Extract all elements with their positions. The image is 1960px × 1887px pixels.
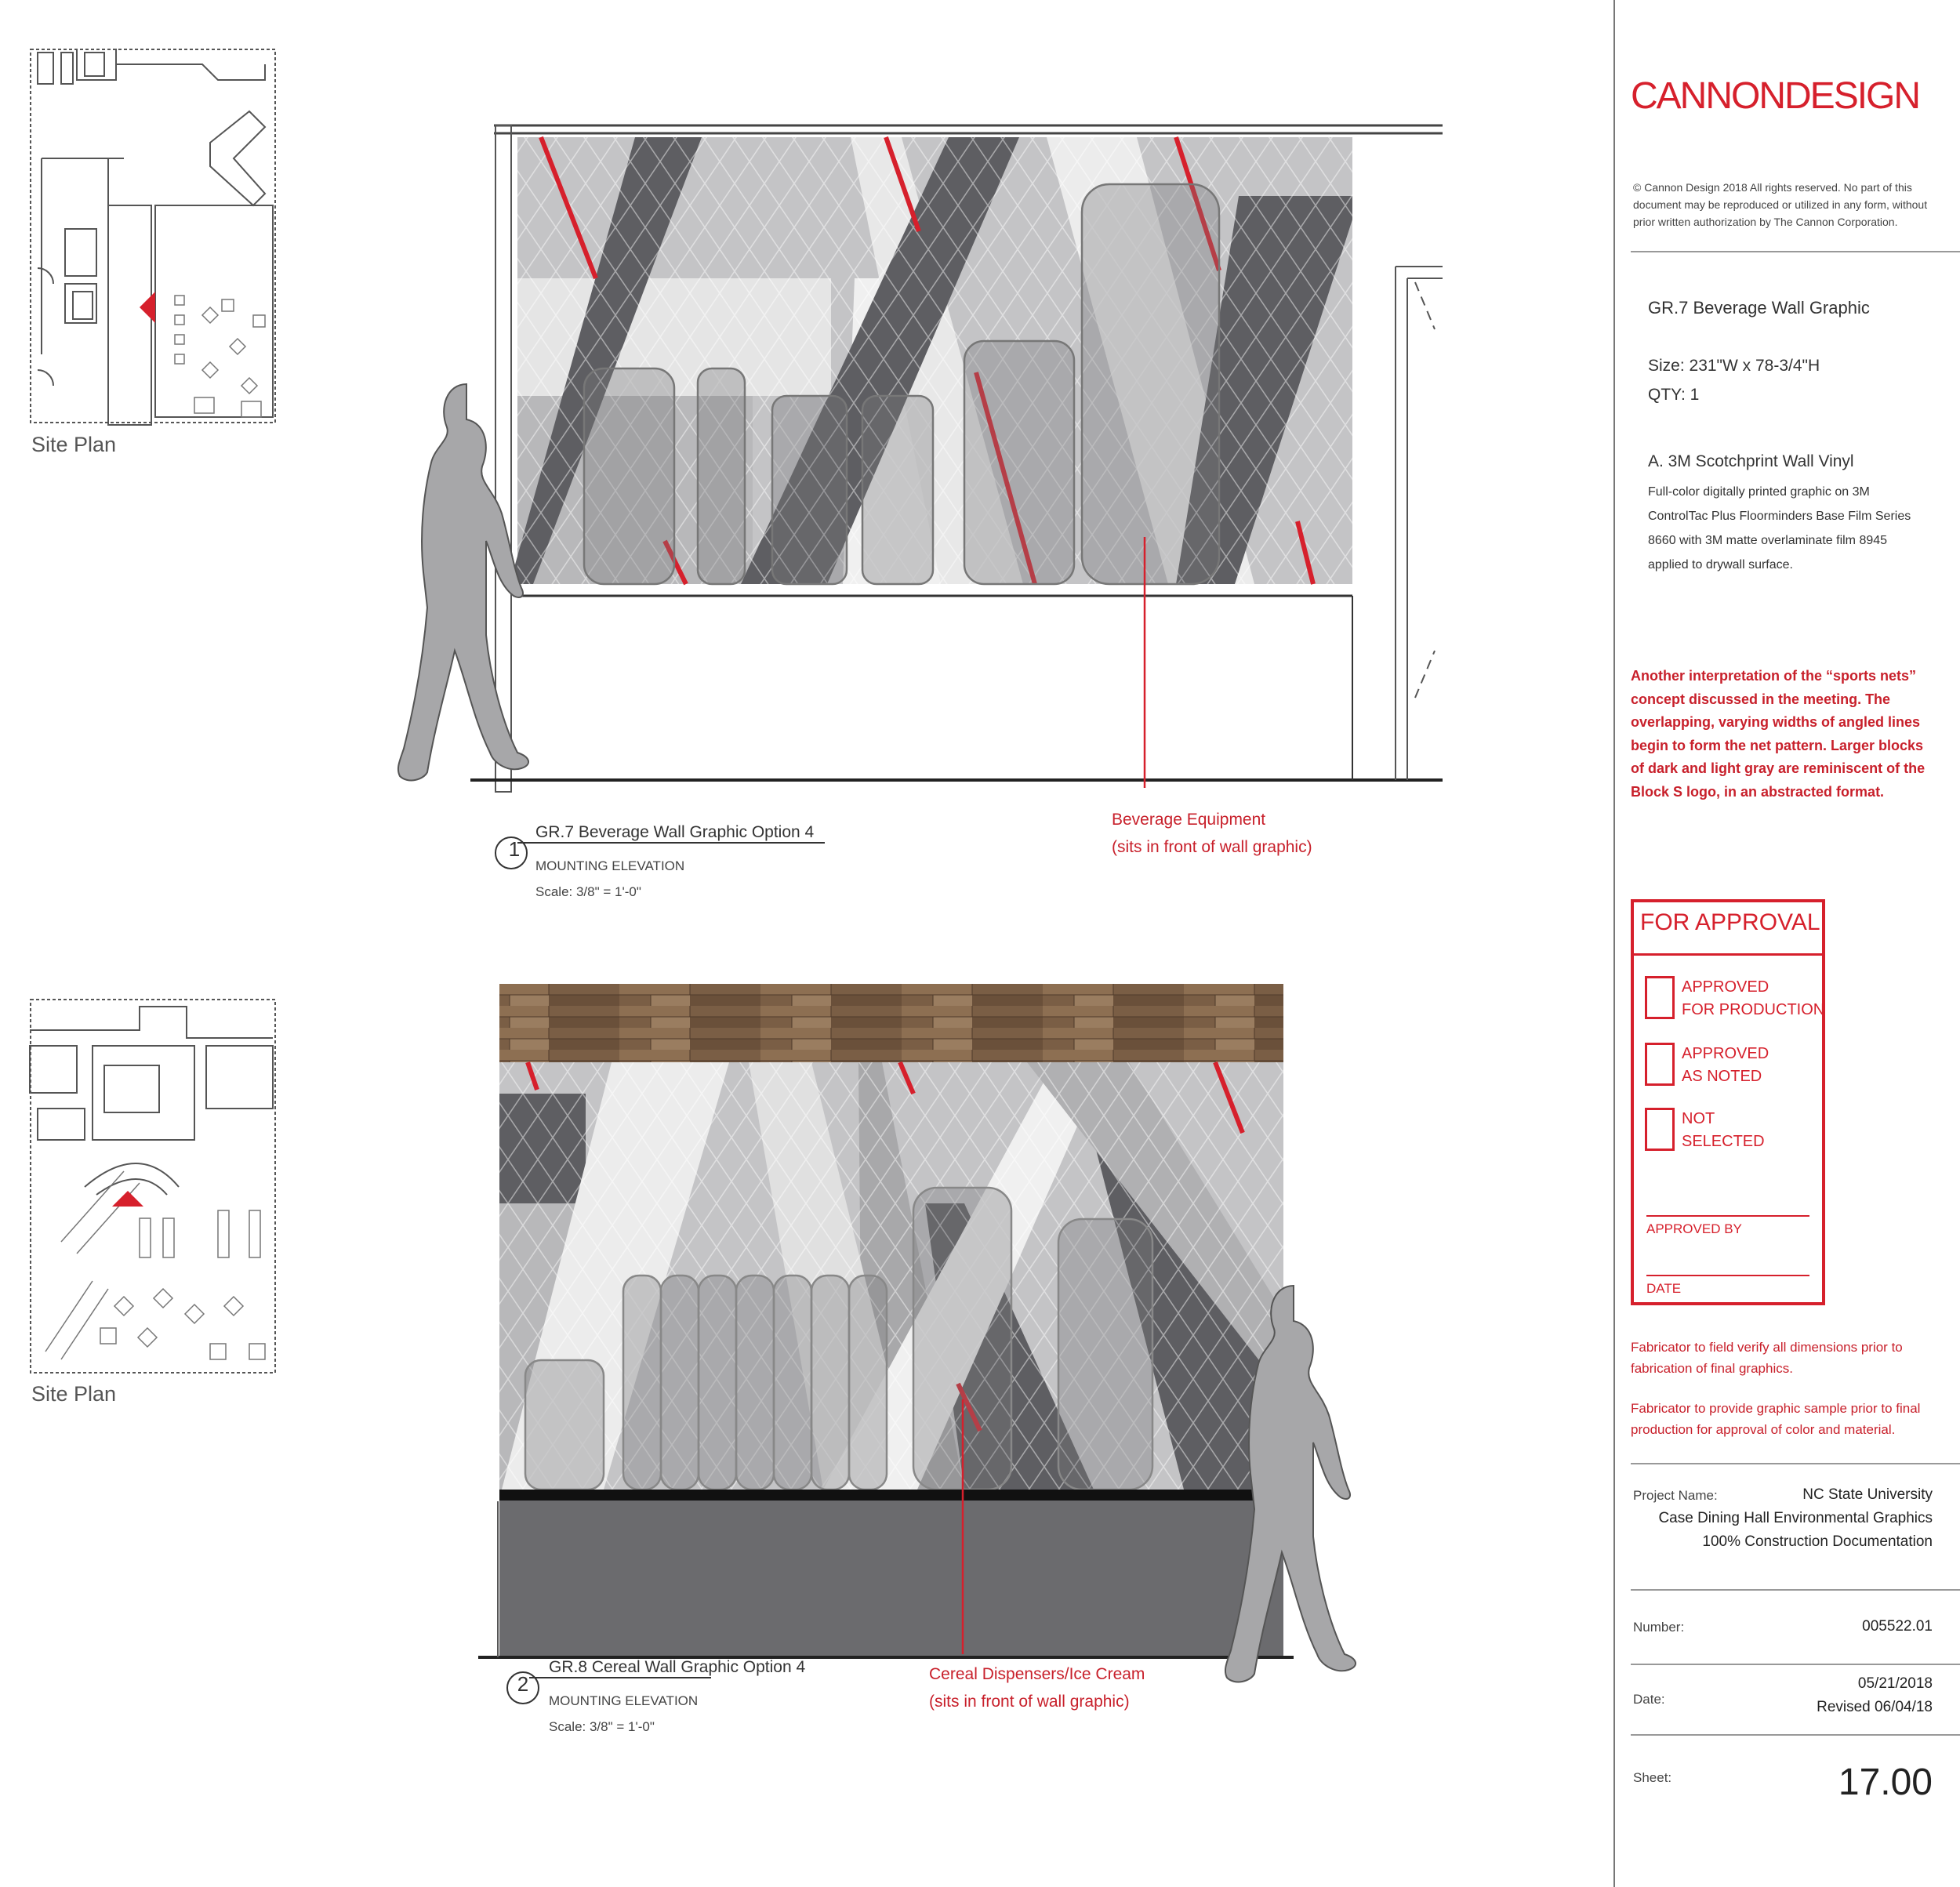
beverage-note-line-1: Beverage Equipment (1112, 811, 1266, 829)
cereal-wall-graphic (499, 1062, 1283, 1490)
project-number: 005522.01 (1862, 1618, 1933, 1635)
cereal-dispensers-note (929, 1660, 1145, 1715)
beverage-equipment-note (1112, 806, 1312, 861)
number-label: Number: (1633, 1620, 1685, 1635)
cereal-note-line-2: (sits in front of wall graphic) (929, 1693, 1130, 1711)
divider (1631, 251, 1960, 252)
elevation-1-drawing (392, 118, 1443, 800)
divider (1631, 1463, 1960, 1464)
callout-number-2: 2 (517, 1672, 529, 1696)
graphic-qty: QTY: 1 (1648, 386, 1700, 404)
not-selected-label: NOT SELECTED (1682, 1110, 1765, 1150)
approval-date-label: DATE (1646, 1281, 1682, 1296)
approved-as-noted-label: APPROVED AS NOTED (1682, 1045, 1769, 1085)
drawing-1-title: GR.7 Beverage Wall Graphic Option 4 (535, 823, 815, 841)
drawing-2-scale: Scale: 3/8" = 1'-0" (549, 1719, 655, 1734)
date-value (1697, 1672, 1933, 1719)
approval-rule (1631, 953, 1825, 956)
divider (1631, 1664, 1960, 1665)
cannondesign-logo: CANNONDESIGN (1631, 75, 1920, 117)
fabricator-note-2: Fabricator to provide graphic sample prior to final production for approval of color and material. (1631, 1401, 1921, 1437)
approved-by-line[interactable] (1646, 1215, 1809, 1217)
graphic-size: Size: 231"W x 78-3/4"H (1648, 357, 1820, 375)
material-title: A. 3M Scotchprint Wall Vinyl (1648, 452, 1854, 470)
project-name-label: Project Name: (1633, 1488, 1718, 1503)
not-selected-checkbox[interactable] (1645, 1108, 1675, 1151)
beverage-note-line-2: (sits in front of wall graphic) (1112, 838, 1312, 856)
drawing-2-subtitle: MOUNTING ELEVATION (549, 1693, 699, 1708)
site-plan-2 (30, 999, 276, 1374)
project-line-3: 100% Construction Documentation (1702, 1533, 1933, 1550)
material-description: Full-color digitally printed graphic on 3M ControlTac Plus Floorminders Base Film Series 8660 with 3M matte overlaminate film 8945 applied to drywall surface. (1648, 485, 1911, 572)
approved-for-production-label: APPROVED FOR PRODUCTION (1682, 978, 1825, 1018)
fabricator-note-1: Fabricator to field verify all dimensions prior to fabrication of final graphics. (1631, 1340, 1903, 1376)
sheet-title: GR.7 Beverage Wall Graphic (1648, 298, 1870, 318)
cereal-note-line-1: Cereal Dispensers/Ice Cream (929, 1665, 1145, 1683)
concept-note: Another interpretation of the “sports nets” concept discussed in the meeting. The overlapping, varying widths of angled lines begin to form the net pattern. Larger blocks of dark and light gray are reminiscent of the Block S logo, in an abstracted format. (1631, 668, 1926, 800)
approval-heading: FOR APPROVAL (1640, 909, 1820, 935)
project-name-value (1635, 1483, 1933, 1554)
beverage-wall-graphic (510, 137, 1352, 584)
drawing-1-subtitle: MOUNTING ELEVATION (535, 858, 685, 873)
copyright-notice: © Cannon Design 2018 All rights reserved. No part of this document may be reproduced or utilized in any form, without prior written authorization by The Cannon Corporation. (1633, 181, 1928, 228)
project-line-1: NC State University (1802, 1486, 1933, 1503)
project-line-2: Case Dining Hall Environmental Graphics (1658, 1510, 1933, 1526)
approval-box (1631, 899, 1825, 1305)
sheet-number: 17.00 (1838, 1762, 1933, 1803)
callout-number-1: 1 (508, 837, 521, 861)
divider (1631, 1589, 1960, 1591)
site-plan-1 (30, 49, 276, 423)
site-plan-label-2: Site Plan (31, 1382, 117, 1406)
date-original: 05/21/2018 (1857, 1675, 1933, 1692)
approved-as-noted-checkbox[interactable] (1645, 1043, 1675, 1086)
drawing-1-scale: Scale: 3/8" = 1'-0" (535, 884, 641, 899)
divider (1631, 1734, 1960, 1736)
approved-by-label: APPROVED BY (1646, 1221, 1742, 1236)
elevation-2-drawing (478, 984, 1403, 1689)
site-plan-label-1: Site Plan (31, 433, 117, 456)
date-label: Date: (1633, 1692, 1665, 1707)
sheet-label: Sheet: (1633, 1770, 1672, 1785)
date-revised: Revised 06/04/18 (1817, 1699, 1933, 1715)
human-silhouette (398, 384, 528, 780)
date-line[interactable] (1646, 1275, 1809, 1276)
drawing-2-title: GR.8 Cereal Wall Graphic Option 4 (549, 1658, 806, 1676)
approved-for-production-checkbox[interactable] (1645, 976, 1675, 1019)
title-block-divider (1613, 0, 1615, 1887)
